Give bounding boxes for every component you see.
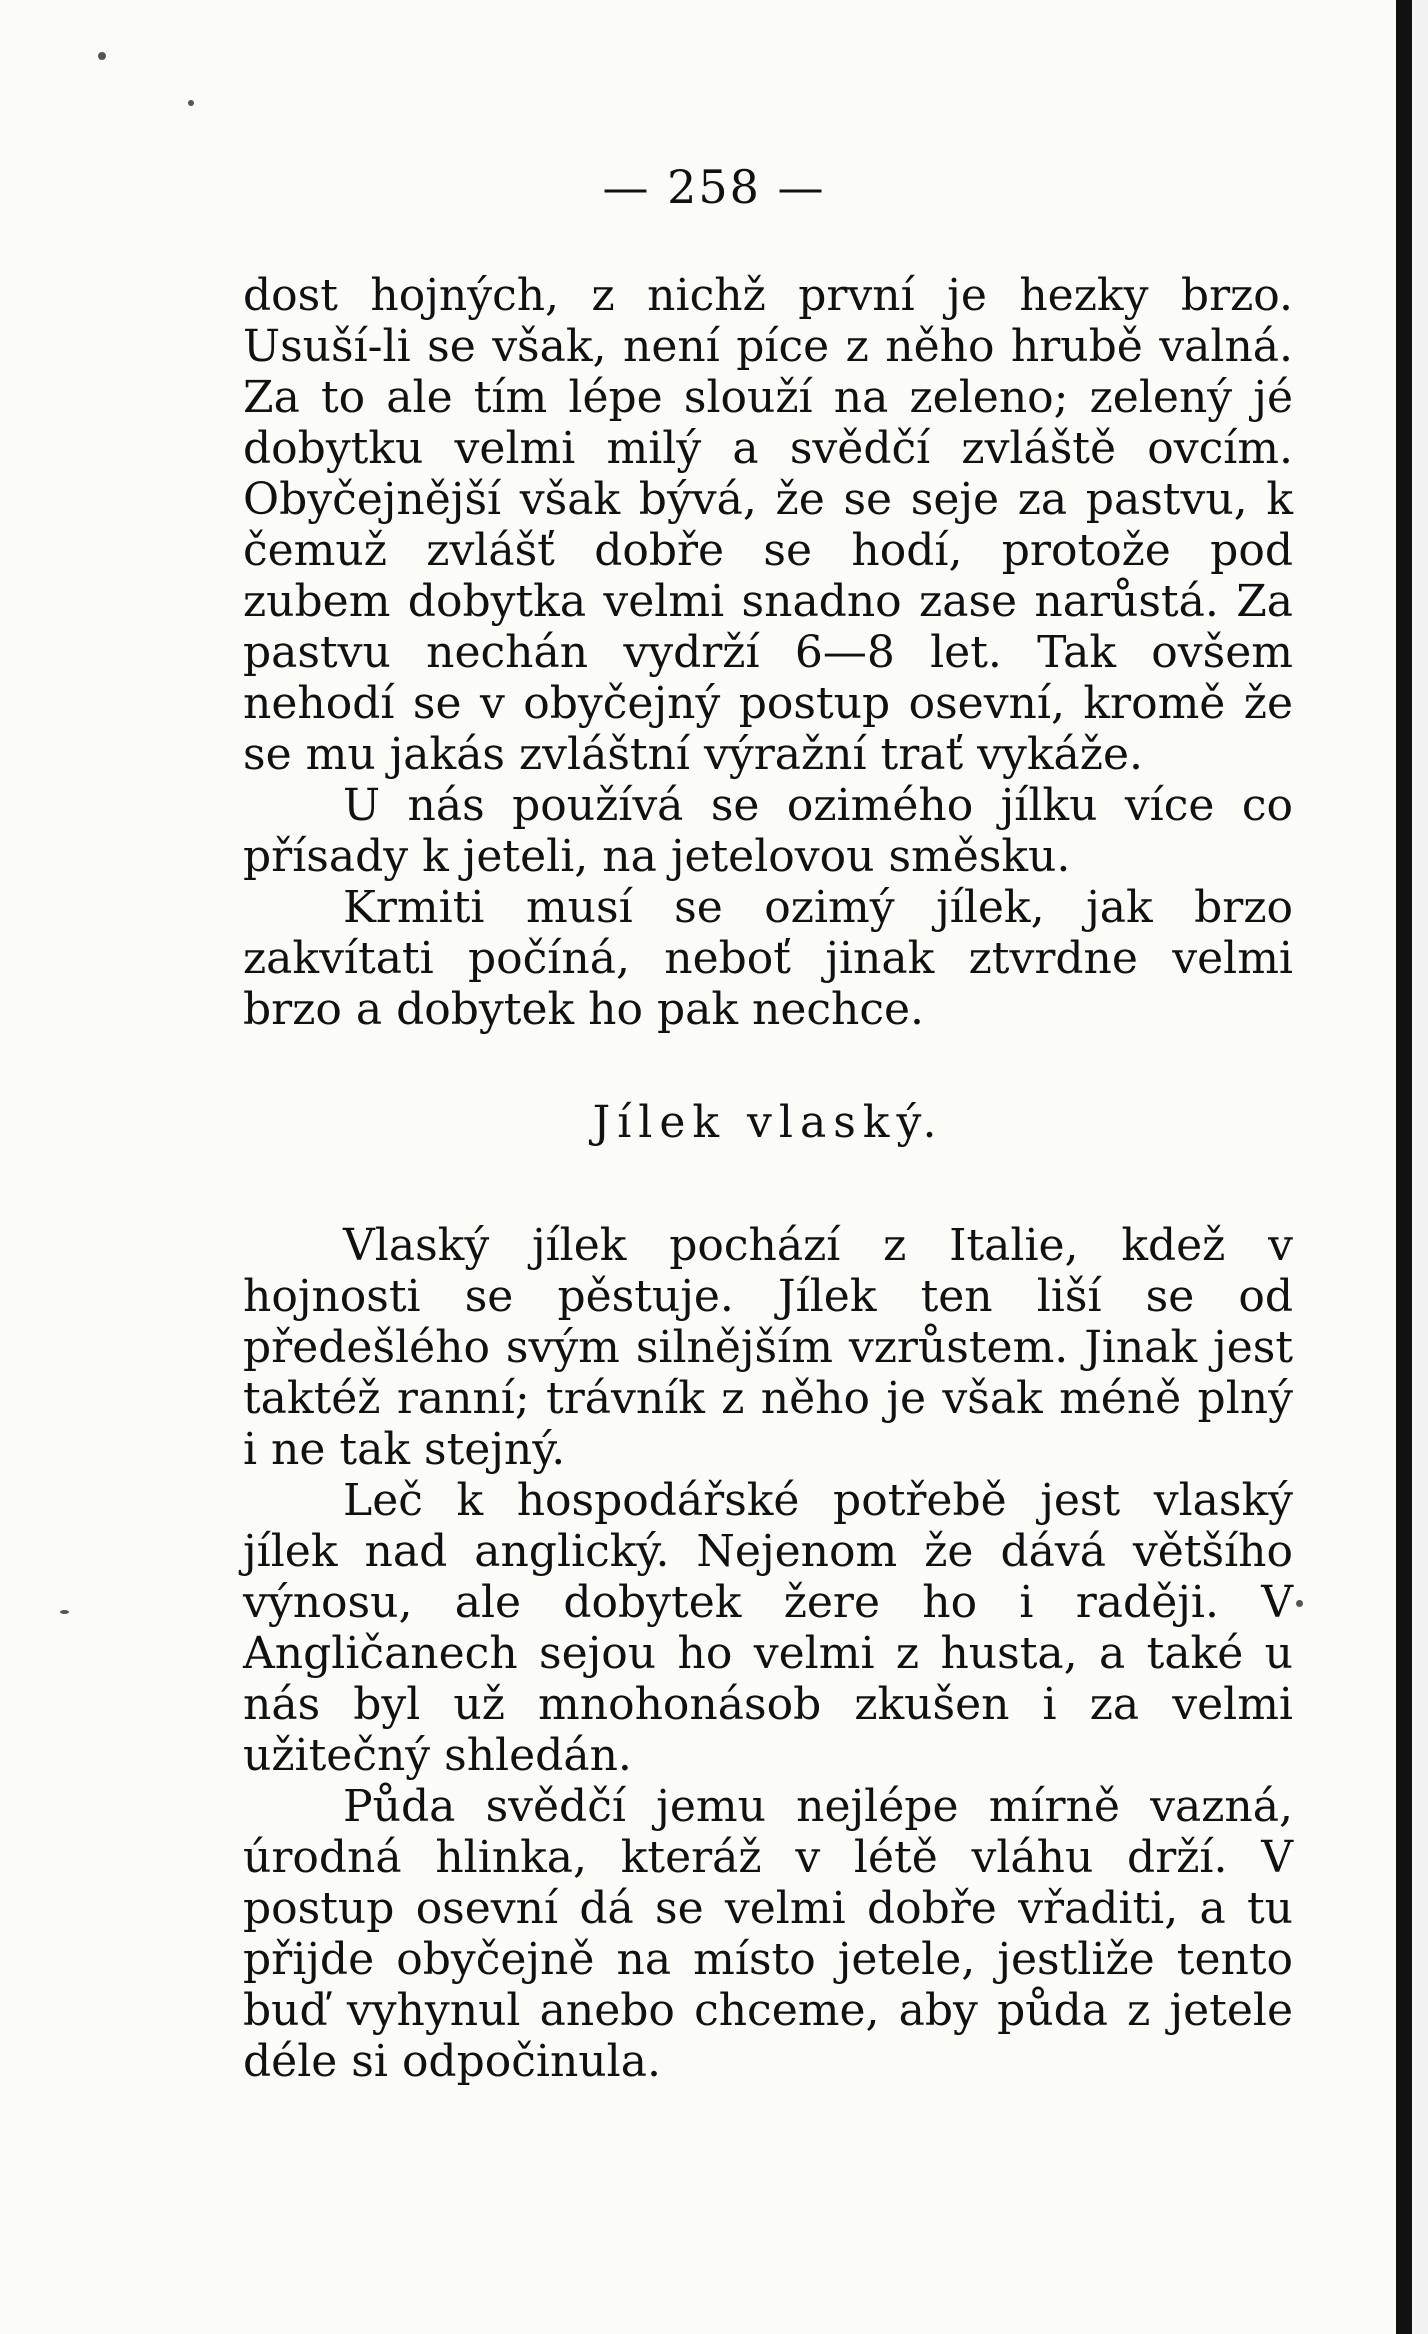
paragraph: Leč k hospodářské potřebě jest vlaský jílek nad anglický. Nejenom že dává většího výnosu, ale dobytek žere ho i raději. V Angličanech sejou ho velmi z husta, a také u nás byl už mnohonásob zkušen i za velmi užitečný shledán. bbox=[243, 1475, 1293, 1781]
paragraph: dost hojných, z nichž první je hezky brzo. Usuší-li se však, není píce z něho hrubě valná. Za to ale tím lépe slouží na zeleno; zelený jé dobytku velmi milý a svědčí zvláště ovcím. Obyčejnější však bývá, že se seje za pastvu, k čemuž zvlášť dobře se hodí, protože pod zubem dobytka velmi snadno zase narůstá. Za pastvu nechán vydrží 6—8 let. Tak ovšem nehodí se v obyčejný postup osevní, kromě že se mu jakás zvláštní výražní trať vykáže. bbox=[243, 270, 1293, 780]
section-heading: Jílek vlaský. bbox=[592, 1097, 944, 1148]
scan-speck bbox=[60, 1610, 69, 1614]
page-edge-shadow bbox=[1396, 0, 1412, 2334]
paragraph: U nás používá se ozimého jílku více co přísady k jeteli, na jetelovou směsku. bbox=[243, 780, 1293, 882]
scan-speck bbox=[188, 100, 194, 106]
scan-margin bbox=[1412, 0, 1428, 2334]
scan-speck bbox=[98, 52, 106, 60]
scan-speck bbox=[1296, 1600, 1303, 1607]
paragraph: Vlaský jílek pochází z Italie, kdež v hojnosti se pěstuje. Jílek ten liší se od předešlého svým silnějším vzrůstem. Jinak jest taktéž ranní; trávník z něho je však méně plný i ne tak stejný. bbox=[243, 1220, 1293, 1475]
paragraph: Krmiti musí se ozimý jílek, jak brzo zakvítati počíná, neboť jinak ztvrdne velmi brzo a dobytek ho pak nechce. bbox=[243, 882, 1293, 1035]
body-text bbox=[243, 270, 1293, 2087]
paragraph: Půda svědčí jemu nejlépe mírně vazná, úrodná hlinka, kteráž v létě vláhu drží. V postup osevní dá se velmi dobře vřaditi, a tu přijde obyčejně na místo jetele, jestliže tento buď vyhynul anebo chceme, aby půda z jetele déle si odpočinula. bbox=[243, 1781, 1293, 2087]
page-number: — 258 — bbox=[602, 160, 826, 214]
